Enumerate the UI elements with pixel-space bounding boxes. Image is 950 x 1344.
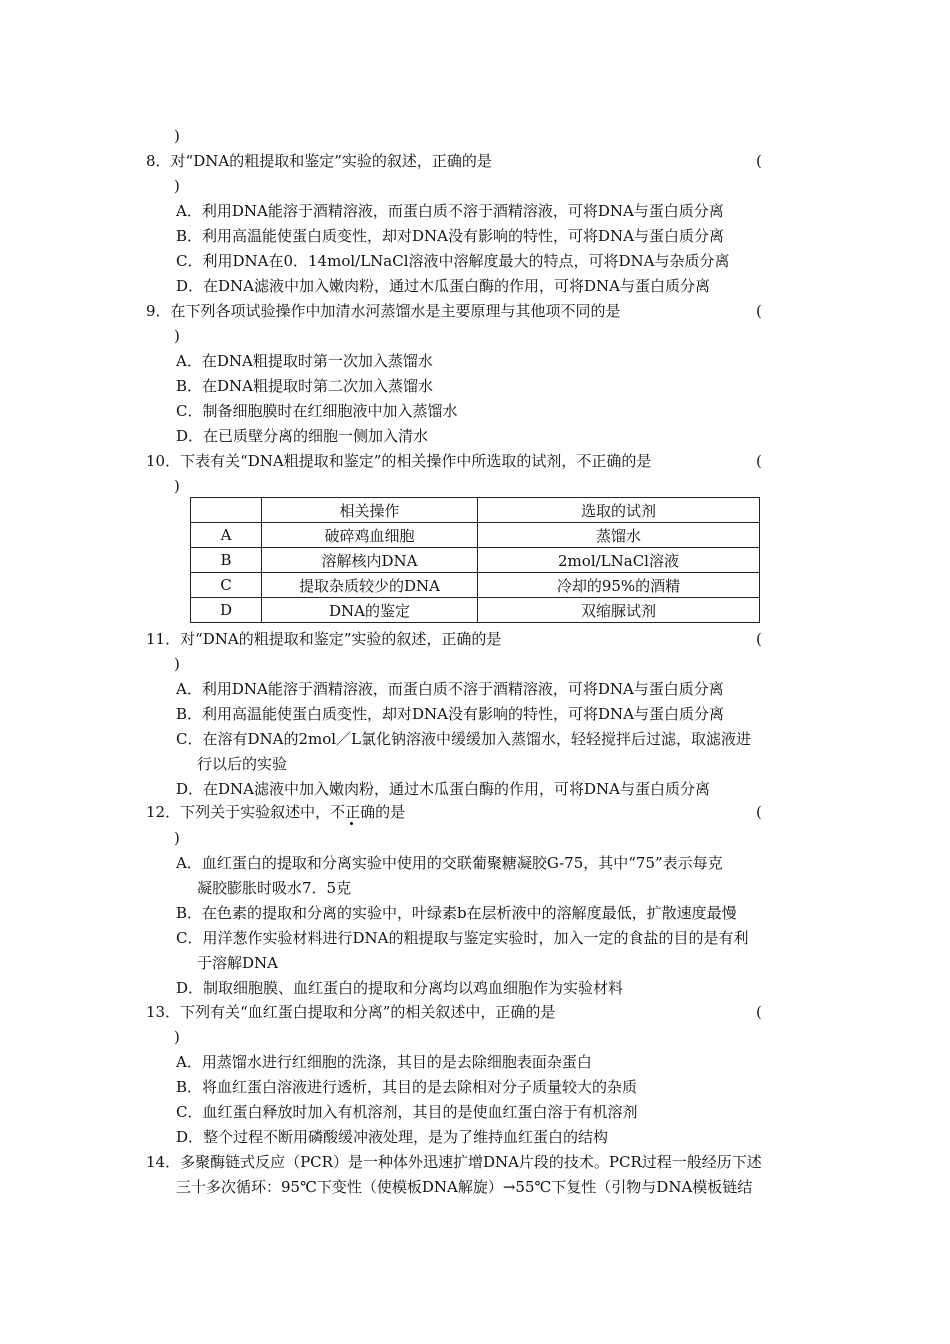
- table-cell: 双缩脲试剂: [478, 598, 760, 623]
- table-cell: 2mol/LNaCl溶液: [478, 548, 760, 573]
- question-8-option-c: C．利用DNA在0．14mol/LNaCl溶液中溶解度最大的特点，可将DNA与杂质分离: [176, 252, 730, 270]
- table-cell: 冷却的95%的酒精: [478, 573, 760, 598]
- table-cell: 蒸馏水: [478, 523, 760, 548]
- answer-paren-close: ): [174, 327, 180, 345]
- question-13-option-b: B．将血红蛋白溶液进行透析，其目的是去除相对分子质量较大的杂质: [176, 1078, 638, 1096]
- table-header-cell: 相关操作: [262, 498, 478, 523]
- question-9-option-d: D．在已质壁分离的细胞一侧加入清水: [176, 427, 429, 445]
- table-cell: 破碎鸡血细胞: [262, 523, 478, 548]
- table-header-cell: 选取的试剂: [478, 498, 760, 523]
- answer-paren-close: ): [174, 477, 180, 495]
- paren-close: ): [174, 127, 180, 145]
- question-12-option-a-continued: 凝胶膨胀时吸水7．5克: [197, 879, 352, 897]
- table-row: [191, 573, 760, 598]
- question-13-option-d: D．整个过程不断用磷酸缓冲液处理，是为了维持血红蛋白的结构: [176, 1128, 609, 1146]
- answer-paren-open: (: [756, 1003, 762, 1021]
- question-14-stem: 14．多聚酶链式反应（PCR）是一种体外迅速扩增DNA片段的技术。PCR过程一般经历下述: [146, 1153, 762, 1171]
- answer-paren-open: (: [756, 152, 762, 170]
- question-11-option-c-continued: 行以后的实验: [197, 755, 288, 773]
- answer-paren-close: ): [174, 177, 180, 195]
- question-12-option-d: D．制取细胞膜、血红蛋白的提取和分离均以鸡血细胞作为实验材料: [176, 979, 624, 997]
- table-row: [191, 523, 760, 548]
- table-cell: 提取杂质较少的DNA: [262, 573, 478, 598]
- table-cell: A: [191, 523, 262, 548]
- question-8-option-b: B．利用高温能使蛋白质变性，却对DNA没有影响的特性，可将DNA与蛋白质分离: [176, 227, 724, 245]
- question-8-option-d: D．在DNA滤液中加入嫩肉粉，通过木瓜蛋白酶的作用，可将DNA与蛋白质分离: [176, 277, 710, 295]
- question-8-option-a: A．利用DNA能溶于酒精溶液，而蛋白质不溶于酒精溶液，可将DNA与蛋白质分离: [176, 202, 724, 220]
- question-12-option-c: C．用洋葱作实验材料进行DNA的粗提取与鉴定实验时，加入一定的食盐的目的是有利: [176, 929, 749, 947]
- question-13-option-c: C．血红蛋白释放时加入有机溶剂，其目的是使血红蛋白溶于有机溶剂: [176, 1103, 638, 1121]
- question-9-option-c: C．制备细胞膜时在红细胞液中加入蒸馏水: [176, 402, 458, 420]
- question-11-option-b: B．利用高温能使蛋白质变性，却对DNA没有影响的特性，可将DNA与蛋白质分离: [176, 705, 724, 723]
- answer-paren-close: ): [174, 655, 180, 673]
- emphasis-dot: [350, 822, 353, 825]
- question-11-option-c: C．在溶有DNA的2mol／L氯化钠溶液中缓缓加入蒸馏水，轻轻搅拌后过滤，取滤液进: [176, 730, 752, 748]
- answer-paren-open: (: [756, 630, 762, 648]
- table-header-cell: [191, 498, 262, 523]
- table-cell: B: [191, 548, 262, 573]
- answer-paren-open: (: [756, 452, 762, 470]
- question-9-option-a: A．在DNA粗提取时第一次加入蒸馏水: [176, 352, 433, 370]
- answer-paren-close: ): [174, 1028, 180, 1046]
- question-8-stem: 8．对“DNA的粗提取和鉴定”实验的叙述，正确的是: [146, 152, 492, 170]
- question-13-stem: 13．下列有关“血红蛋白提取和分离”的相关叙述中，正确的是: [146, 1003, 556, 1021]
- table-cell: DNA的鉴定: [262, 598, 478, 623]
- table-cell: C: [191, 573, 262, 598]
- question-12-option-a: A．血红蛋白的提取和分离实验中使用的交联葡聚糖凝胶G-75，其中“75”表示每克: [176, 854, 723, 872]
- question-12-stem: 12．下列关于实验叙述中，不正确的是: [146, 803, 406, 821]
- question-11-option-d: D．在DNA滤液中加入嫩肉粉，通过木瓜蛋白酶的作用，可将DNA与蛋白质分离: [176, 780, 710, 798]
- question-12-option-b: B．在色素的提取和分离的实验中，叶绿素b在层析液中的溶解度最低，扩散速度最慢: [176, 904, 737, 922]
- operations-table: [190, 497, 760, 623]
- question-14-stem-continued: 三十多次循环：95℃下变性（使模板DNA解旋）→55℃下复性（引物与DNA模板链结: [176, 1178, 753, 1196]
- question-13-option-a: A．用蒸馏水进行红细胞的洗涤，其目的是去除细胞表面杂蛋白: [176, 1053, 592, 1071]
- answer-paren-open: (: [756, 302, 762, 320]
- answer-paren-open: (: [756, 803, 762, 821]
- table-cell: D: [191, 598, 262, 623]
- question-11-stem: 11．对“DNA的粗提取和鉴定”实验的叙述，正确的是: [146, 630, 502, 648]
- question-11-option-a: A．利用DNA能溶于酒精溶液，而蛋白质不溶于酒精溶液，可将DNA与蛋白质分离: [176, 680, 724, 698]
- table-row: [191, 548, 760, 573]
- question-12-option-c-continued: 于溶解DNA: [197, 954, 278, 972]
- table-cell: 溶解核内DNA: [262, 548, 478, 573]
- question-10-stem: 10．下表有关“DNA粗提取和鉴定”的相关操作中所选取的试剂，不正确的是: [146, 452, 652, 470]
- table-header-row: [191, 498, 760, 523]
- question-9-option-b: B．在DNA粗提取时第二次加入蒸馏水: [176, 377, 434, 395]
- table-row: [191, 598, 760, 623]
- question-9-stem: 9．在下列各项试验操作中加清水河蒸馏水是主要原理与其他项不同的是: [146, 302, 621, 320]
- answer-paren-close: ): [174, 829, 180, 847]
